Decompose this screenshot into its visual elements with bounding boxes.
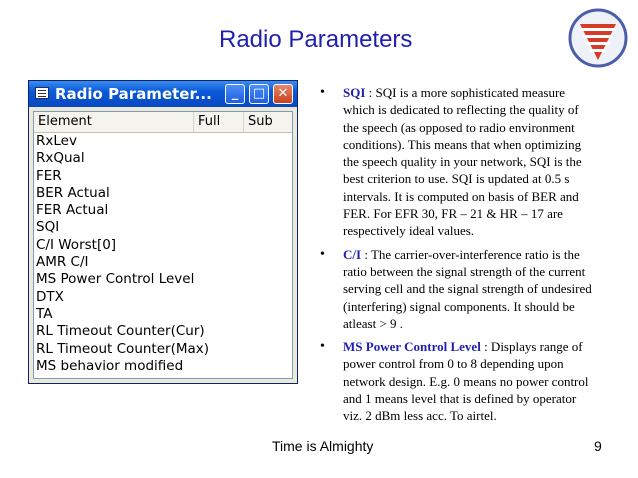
list-item[interactable]: MS behavior modified (36, 357, 184, 374)
list-item[interactable]: DTX (36, 288, 64, 305)
list-item[interactable]: RL Timeout Counter(Cur) (36, 323, 205, 340)
bullet-sqi (320, 84, 592, 240)
list-item[interactable]: RxLev (36, 133, 77, 149)
list-item[interactable]: RxQual (36, 150, 85, 167)
list-item[interactable]: AMR C/I (36, 254, 89, 271)
bullet-list (320, 84, 592, 431)
list-item[interactable]: MS Power Control Level (36, 271, 195, 288)
list-header (34, 112, 292, 133)
bullet-text: : Displays range of power control from 0 to 8 depending upon network design. E.g. 0 means no power control and 1 means level that is defined by operator viz. 2 dBm less acc. To airtel. (343, 339, 589, 424)
column-header-element[interactable]: Element (34, 112, 194, 132)
list-item[interactable]: BER Actual (36, 184, 110, 201)
list-item[interactable]: C/I Worst[0] (36, 236, 117, 253)
column-header-sub[interactable]: Sub (248, 114, 273, 129)
window-title: Radio Parameter... (55, 85, 212, 103)
radio-parameters-window (28, 80, 298, 384)
close-button[interactable]: ✕ (273, 84, 293, 104)
list-rows (34, 133, 292, 375)
window-titlebar[interactable] (29, 81, 297, 107)
minimize-button[interactable]: _ (225, 84, 245, 104)
list-item[interactable]: TA (36, 305, 53, 322)
bullet-text: : SQI is a more sophisticated measure which is dedicated to reflecting the quality of the speech (as opposed to radio environment conditions). This means that when optimizing the speech quality in your network, SQI is the best criterion to use. SQI is updated at 0.5 s intervals. It is computed on basis of BER and FER. For EFR 30, FR – 21 & HR – 17 are respectively ideal values. (343, 85, 582, 239)
company-logo (568, 6, 628, 70)
bullet-term: MS Power Control Level (343, 339, 481, 355)
slide-title: Radio Parameters (219, 26, 413, 53)
window-list-icon (35, 87, 49, 99)
bullet-term: SQI (343, 85, 366, 100)
column-header-full[interactable]: Full (194, 112, 244, 132)
list-item[interactable]: SQI (36, 219, 60, 236)
maximize-button[interactable]: □ (249, 84, 269, 104)
slide-footer: Time is Almighty (272, 438, 374, 454)
page-number: 9 (594, 438, 602, 454)
bullet-ms-power-control (320, 338, 592, 424)
parameter-list[interactable] (33, 111, 293, 379)
bullet-text: : The carrier-over-interference ratio is the ratio between the signal strength of the current serving cell and the signal strength of undesired (interfering) signal components. It should be atleast > 9 . (343, 246, 592, 331)
bullet-ci (320, 246, 592, 332)
list-item[interactable]: FER (36, 167, 62, 184)
list-item[interactable]: FER Actual (36, 202, 109, 219)
list-item[interactable]: RL Timeout Counter(Max) (36, 340, 210, 357)
bullet-term: C/I (343, 246, 362, 262)
